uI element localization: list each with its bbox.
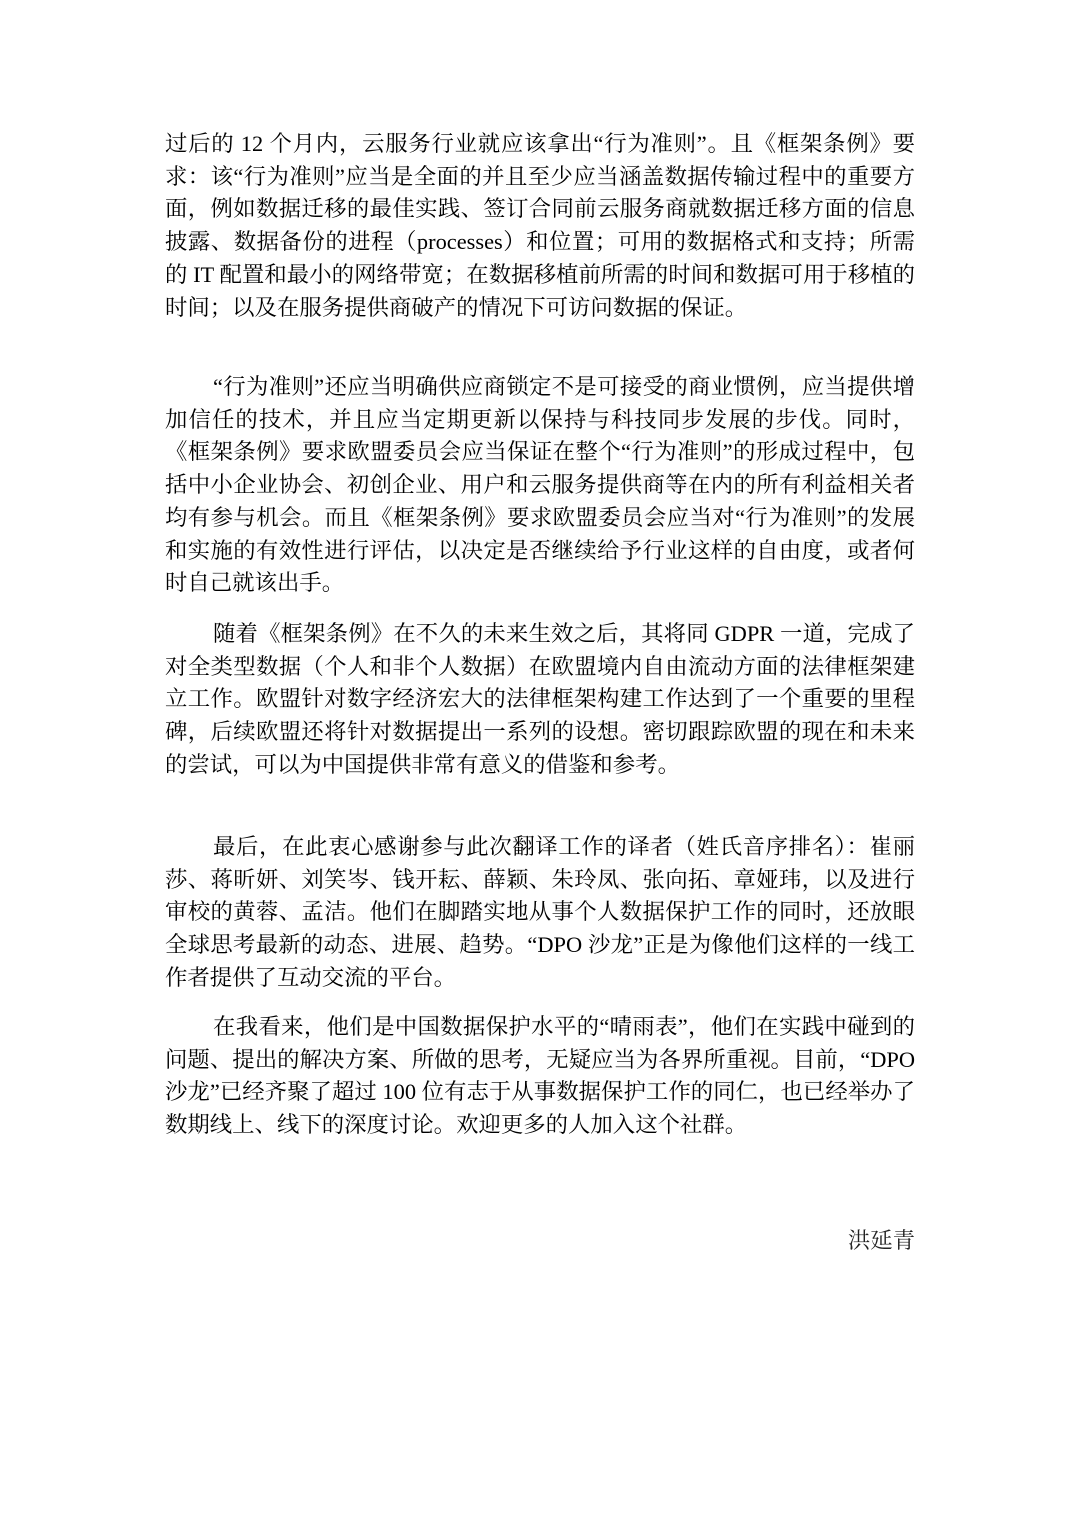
paragraph-1: 过后的 12 个月内，云服务行业就应该拿出“行为准则”。且《框架条例》要求：该“行为准则”应当是全面的并且至少应当涵盖数据传输过程中的重要方面，例如数据迁移的最佳实践、签订合同前云服务商就数据迁移方面的信息披露、数据备份的进程（processes）和位置；可用的数据格式和支持；所需的 IT 配置和最小的网络带宽；在数据移植前所需的时间和数据可用于移植的时间；以及在服务提供商破产的情况下可访问数据的保证。 [165,131,915,320]
paragraph-3: 随着《框架条例》在不久的未来生效之后，其将同 GDPR 一道，完成了对全类型数据（个人和非个人数据）在欧盟境内自由流动方面的法律框架建立工作。欧盟针对数字经济宏大的法律框架构建工作达到了一个重要的里程碑，后续欧盟还将针对数据提出一系列的设想。密切跟踪欧盟的现在和未来的尝试，可以为中国提供非常有意义的借鉴和参考。 [165,621,915,777]
paragraph-4: 最后，在此衷心感谢参与此次翻译工作的译者（姓氏音序排名）：崔丽莎、蒋昕妍、刘笑岑、钱开耘、薛颖、朱玲凤、张向拓、章娅玮，以及进行审校的黄蓉、孟洁。他们在脚踏实地从事个人数据保护工作的同时，还放眼全球思考最新的动态、进展、趋势。“DPO 沙龙”正是为像他们这样的一线工作者提供了互动交流的平台。 [165,834,915,990]
author-signature: 洪延青 [847,1228,915,1254]
paragraph-5: 在我看来，他们是中国数据保护水平的“晴雨表”，他们在实践中碰到的问题、提出的解决方案、所做的思考，无疑应当为各界所重视。目前，“DPO 沙龙”已经齐聚了超过 100 位有志于从事数据保护工作的同仁，也已经举办了数期线上、线下的深度讨论。欢迎更多的人加入这个社群。 [165,1014,915,1138]
paragraph-2: “行为准则”还应当明确供应商锁定不是可接受的商业惯例，应当提供增加信任的技术，并且应当定期更新以保持与科技同步发展的步伐。同时，《框架条例》要求欧盟委员会应当保证在整个“行为准则”的形成过程中，包括中小企业协会、初创企业、用户和云服务提供商等在内的所有利益相关者均有参与机会。而且《框架条例》要求欧盟委员会应当对“行为准则”的发展和实施的有效性进行评估，以决定是否继续给予行业这样的自由度，或者何时自己就该出手。 [165,374,915,596]
